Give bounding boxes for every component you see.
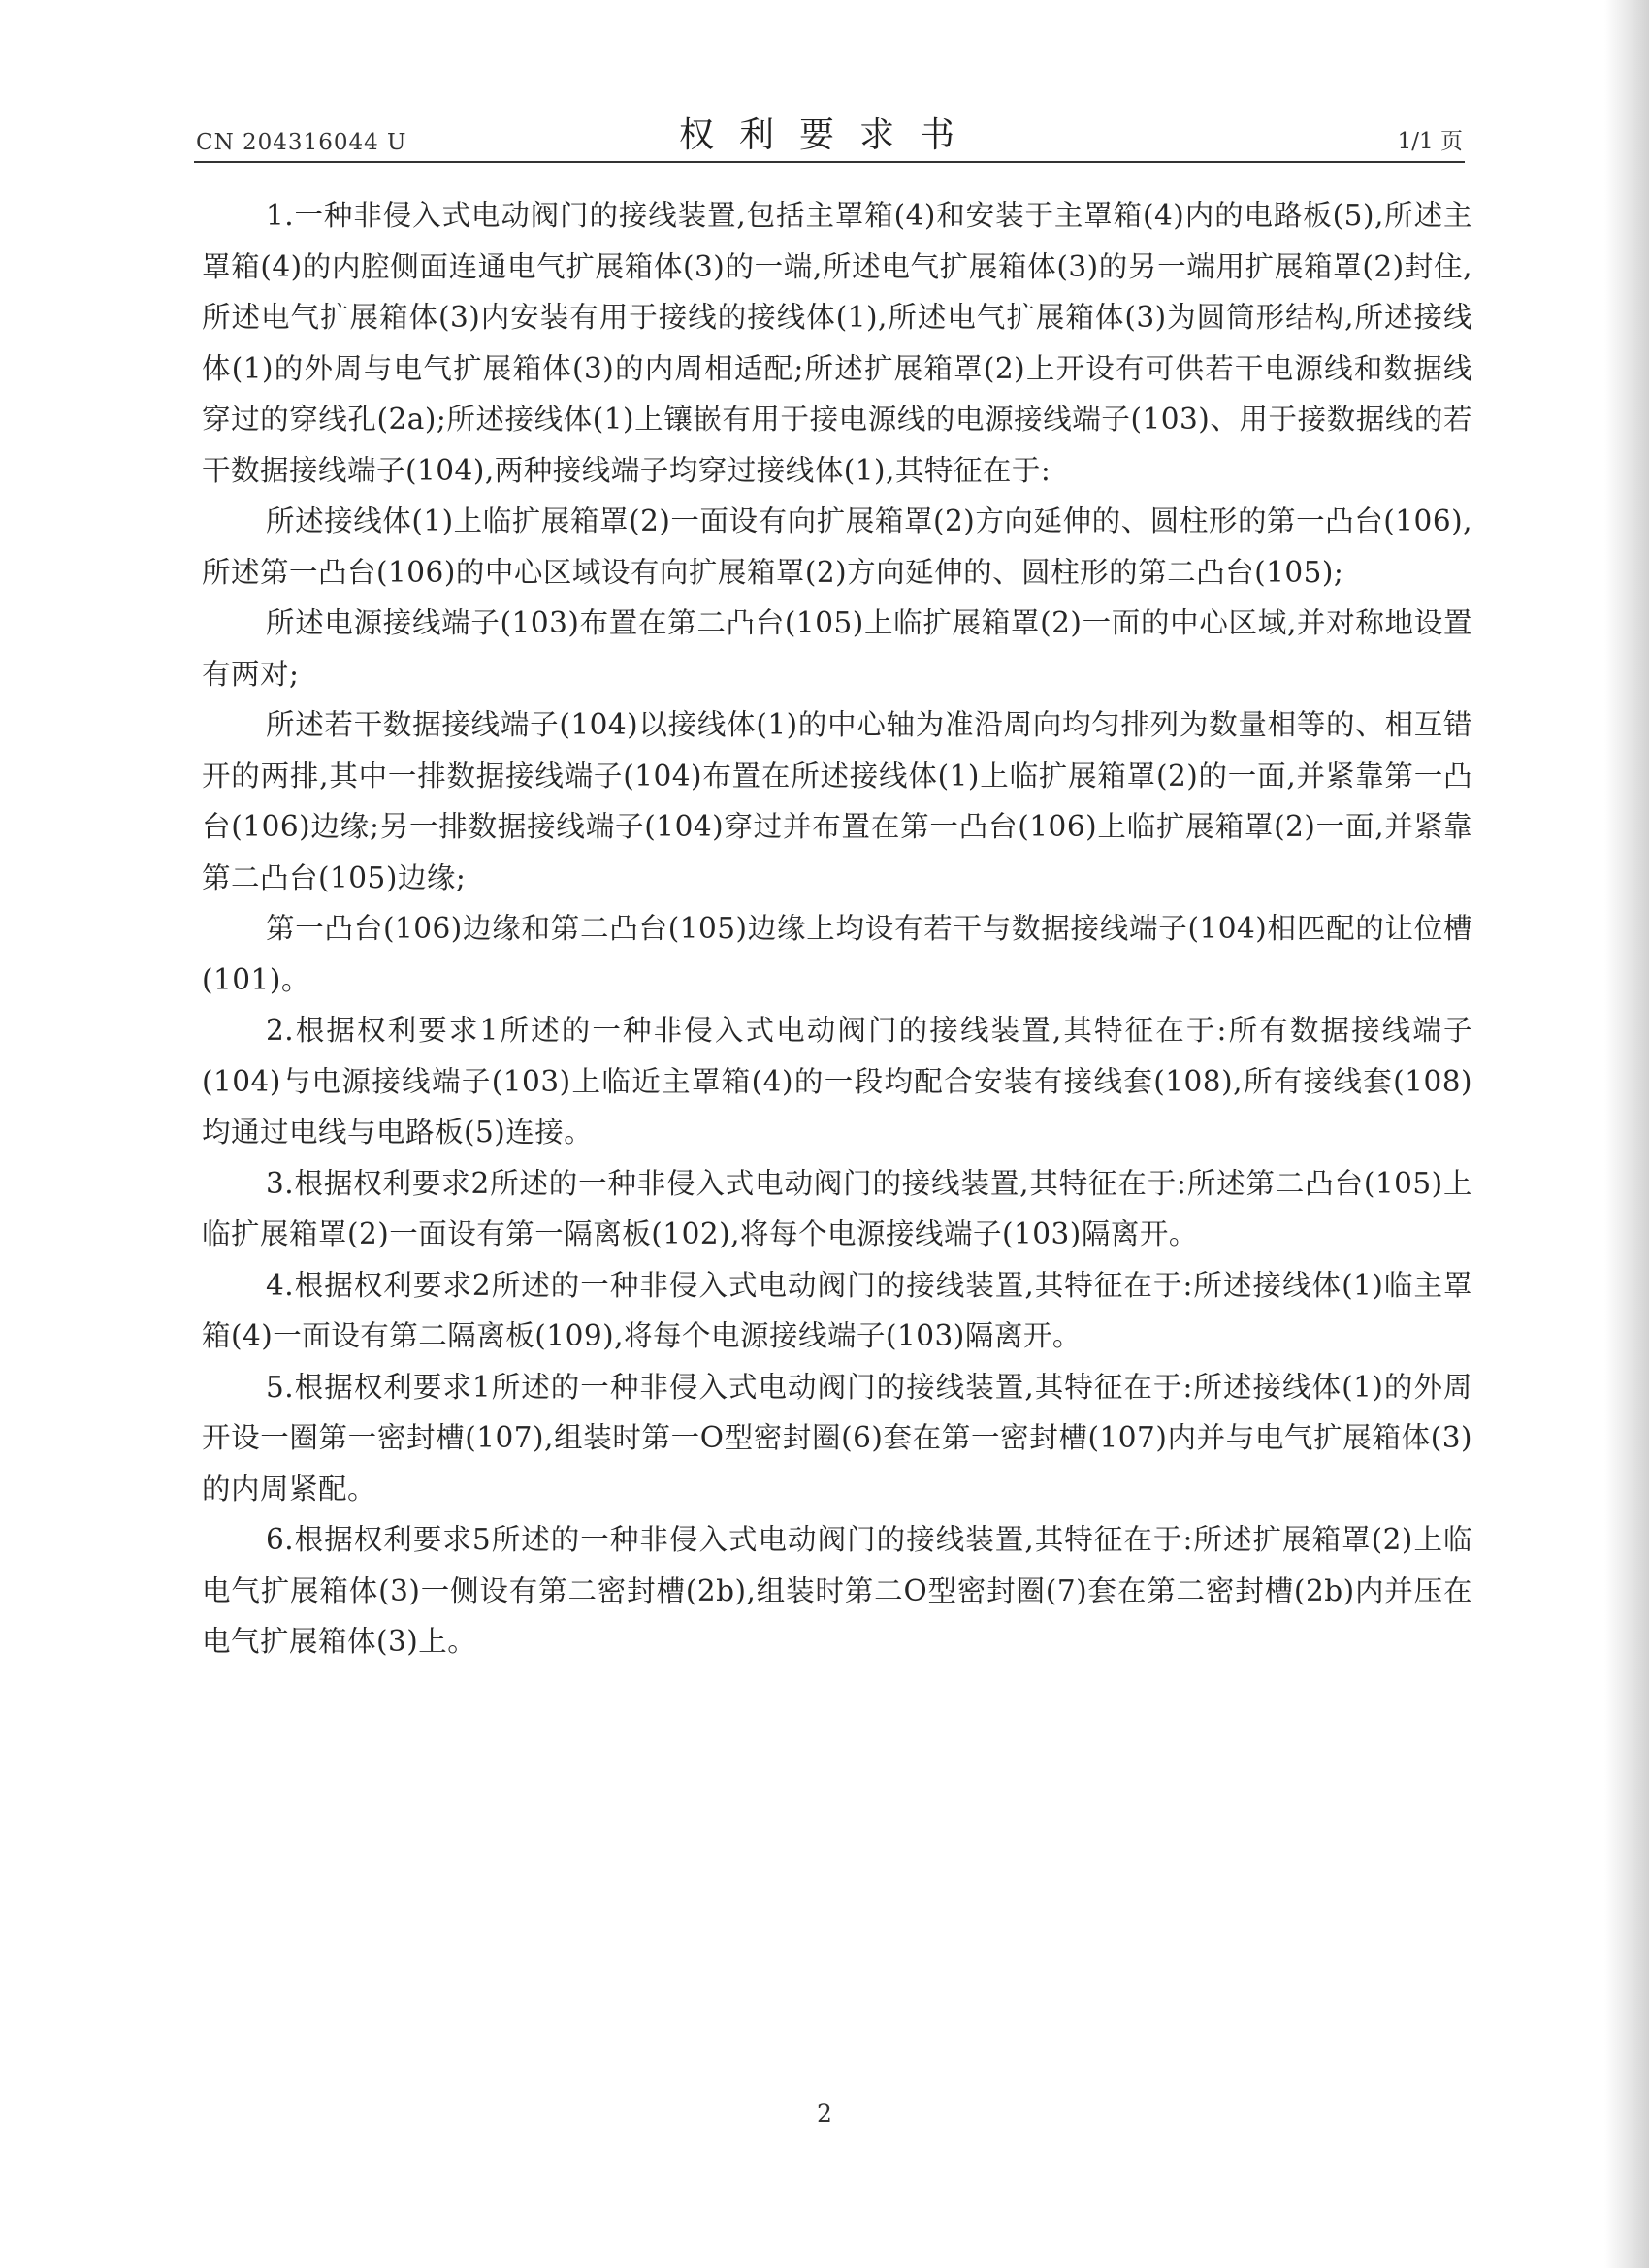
claim-1-feature-clearance-grooves: 第一凸台(106)边缘和第二凸台(105)边缘上均设有若干与数据接线端子(104)相匹配的让位槽(101)。 — [202, 912, 1472, 996]
claim-1-feature-power-terminals: 所述电源接线端子(103)布置在第二凸台(105)上临扩展箱罩(2)一面的中心区域,并对称地设置有两对; — [202, 606, 1472, 691]
claim-1-feature-data-terminals: 所述若干数据接线端子(104)以接线体(1)的中心轴为准沿周向均匀排列为数量相等的、相互错开的两排,其中一排数据接线端子(104)布置在所述接线体(1)上临扩展箱罩(2)的一面,并紧靠第一凸台(106)边缘;另一排数据接线端子(104)穿过并布置在第一凸台(106)上临扩展箱罩(2)一面,并紧靠第二凸台(105)边缘; — [202, 708, 1472, 894]
page-header — [194, 105, 1465, 163]
page-indicator: 1/1 页 — [1397, 129, 1463, 154]
claim-1: 1.一种非侵入式电动阀门的接线装置,包括主罩箱(4)和安装于主罩箱(4)内的电路板(5),所述主罩箱(4)的内腔侧面连通电气扩展箱体(3)的一端,所述电气扩展箱体(3)的另一端用扩展箱罩(2)封住,所述电气扩展箱体(3)内安装有用于接线的接线体(1),所述电气扩展箱体(3)为圆筒形结构,所述接线体(1)的外周与电气扩展箱体(3)的内周相适配;所述扩展箱罩(2)上开设有可供若干电源线和数据线穿过的穿线孔(2a);所述接线体(1)上镶嵌有用于接电源线的电源接线端子(103)、用于接数据线的若干数据接线端子(104),两种接线端子均穿过接线体(1),其特征在于: — [202, 199, 1472, 487]
claim-6: 6.根据权利要求5所述的一种非侵入式电动阀门的接线装置,其特征在于:所述扩展箱罩(2)上临电气扩展箱体(3)一侧设有第二密封槽(2b),组装时第二O型密封圈(7)套在第二密封槽(2b)内并压在电气扩展箱体(3)上。 — [202, 1523, 1472, 1658]
claim-1-feature-first-boss: 所述接线体(1)上临扩展箱罩(2)一面设有向扩展箱罩(2)方向延伸的、圆柱形的第一凸台(106),所述第一凸台(106)的中心区域设有向扩展箱罩(2)方向延伸的、圆柱形的第二凸台(105); — [202, 504, 1472, 589]
claim-5: 5.根据权利要求1所述的一种非侵入式电动阀门的接线装置,其特征在于:所述接线体(1)的外周开设一圈第一密封槽(107),组装时第一O型密封圈(6)套在第一密封槽(107)内并与电气扩展箱体(3)的内周紧配。 — [202, 1370, 1472, 1506]
page-number: 2 — [817, 2099, 832, 2127]
claims-body — [202, 190, 1472, 1668]
claim-2: 2.根据权利要求1所述的一种非侵入式电动阀门的接线装置,其特征在于:所有数据接线端子(104)与电源接线端子(103)上临近主罩箱(4)的一段均配合安装有接线套(108),所有接线套(108)均通过电线与电路板(5)连接。 — [202, 1014, 1472, 1149]
claim-4: 4.根据权利要求2所述的一种非侵入式电动阀门的接线装置,其特征在于:所述接线体(1)临主罩箱(4)一面设有第二隔离板(109),将每个电源接线端子(103)隔离开。 — [202, 1268, 1472, 1352]
document-title: 权利要求书 — [678, 115, 980, 155]
claim-3: 3.根据权利要求2所述的一种非侵入式电动阀门的接线装置,其特征在于:所述第二凸台(105)上临扩展箱罩(2)一面设有第一隔离板(102),将每个电源接线端子(103)隔离开。 — [202, 1166, 1472, 1250]
patent-number: CN 204316044 U — [196, 130, 407, 155]
